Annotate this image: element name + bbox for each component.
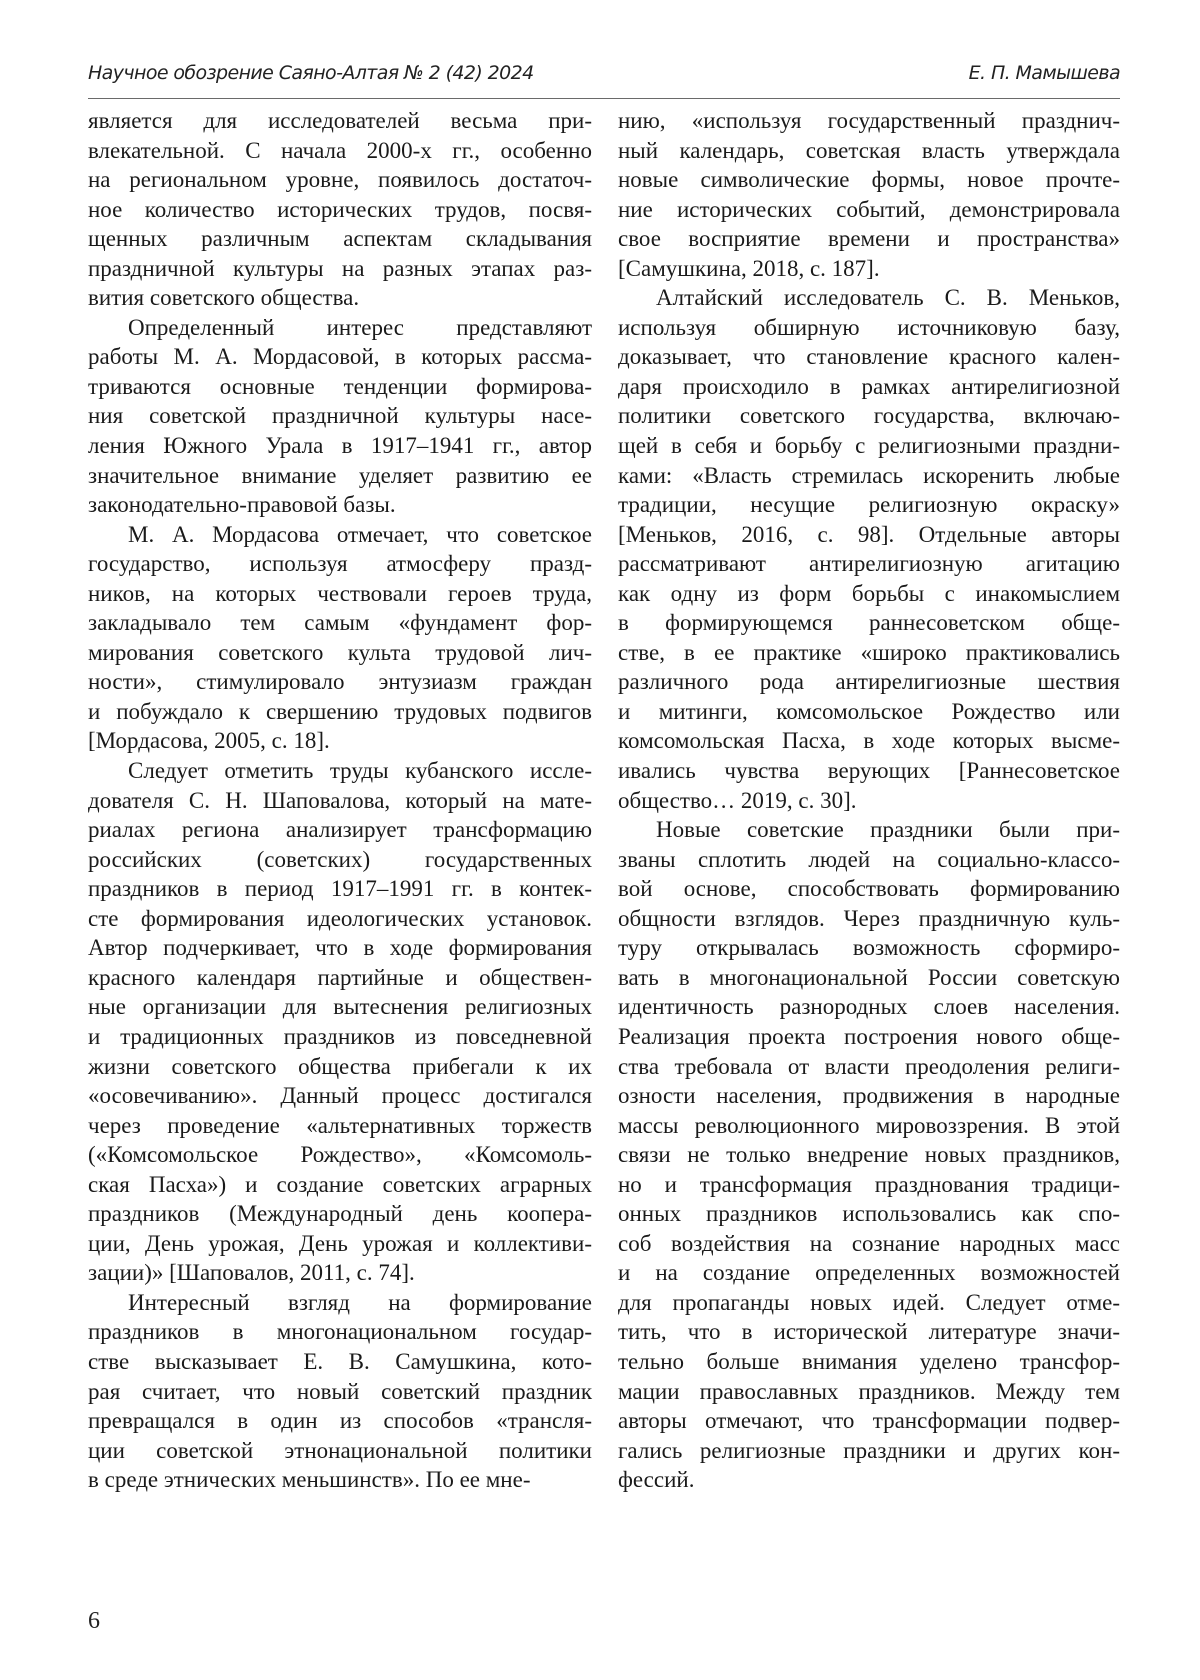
paragraph [618, 815, 1120, 1495]
text-line: вать в многонациональной России советскую [618, 964, 1120, 990]
text-line: тельно больше внимания уделено трансфор- [618, 1348, 1120, 1374]
text-line: на региональном уровне, появилось достаточ- [88, 167, 592, 193]
text-line: тить, что в исторической литературе значи- [618, 1319, 1120, 1345]
text-line: различного рода антирелигиозные шествия [618, 669, 1120, 695]
text-line: Реализация проекта построения нового обще- [618, 1023, 1120, 1049]
text-line: как одну из форм борьбы с инакомыслием [618, 580, 1120, 606]
text-line: «осовечиванию». Данный процесс достигался [88, 1083, 592, 1109]
right-text-column [618, 106, 1120, 1495]
text-line: ное количество исторических трудов, посвя- [88, 196, 592, 222]
text-line: традиции, несущие религиозную окраску» [618, 492, 1120, 518]
journal-title: Научное обозрение Саяно-Алтая № 2 (42) 2024 [88, 62, 534, 84]
text-line: идентичность разнородных слоев населения. [618, 994, 1120, 1020]
text-line: праздников в многонациональном государ- [88, 1319, 592, 1345]
text-line: и на создание определенных возможностей [618, 1260, 1120, 1286]
text-line: званы сплотить людей на социально-классо- [618, 846, 1120, 872]
text-line: Автор подчеркивает, что в ходе формирования [88, 935, 592, 961]
text-line: ния советской праздничной культуры насе- [88, 403, 592, 429]
text-line: М. А. Мордасова отмечает, что советское [128, 521, 592, 547]
text-line: массы революционного мировоззрения. В этой [618, 1112, 1120, 1138]
text-line: в формирующемся раннесоветском обще- [618, 610, 1120, 636]
text-line: рая считает, что новый советский праздник [88, 1378, 592, 1404]
text-line: жизни советского общества прибегали к их [88, 1053, 592, 1079]
text-line: [Мордасова, 2005, с. 18]. [88, 728, 330, 754]
text-line: стве высказывает Е. В. Самушкина, кото- [88, 1348, 592, 1374]
text-line: щенных различным аспектам складывания [88, 226, 592, 252]
text-line: фессий. [618, 1467, 695, 1493]
text-line: ками: «Власть стремилась искоренить любые [618, 462, 1120, 488]
text-line: соб воздействия на сознание народных масс [618, 1230, 1120, 1256]
text-line: триваются основные тенденции формирова- [88, 373, 592, 399]
text-line: используя обширную источниковую базу, [618, 314, 1120, 340]
text-line: для пропаганды новых идей. Следует отме- [618, 1289, 1120, 1315]
text-line: общности взглядов. Через праздничную куль- [618, 905, 1120, 931]
text-line: комсомольская Пасха, в ходе которых высме- [618, 728, 1120, 754]
text-line: работы М. А. Мордасовой, в которых рассма- [88, 344, 592, 370]
text-line: рассматривают антирелигиозную агитацию [618, 551, 1120, 577]
text-line: риалах региона анализирует трансформацию [88, 817, 592, 843]
text-line: авторы отмечают, что трансформации подвер- [618, 1408, 1120, 1434]
text-line: зации)» [Шаповалов, 2011, с. 74]. [88, 1260, 415, 1286]
text-line: праздников (Международный день коопера- [88, 1201, 592, 1227]
text-line: озности населения, продвижения в народные [618, 1083, 1120, 1109]
text-line: праздников в период 1917–1991 гг. в контек- [88, 876, 592, 902]
text-line: доказывает, что становление красного кален- [618, 344, 1120, 370]
text-line: связи не только внедрение новых праздников, [618, 1142, 1120, 1168]
text-line: даря происходило в рамках антирелигиозной [618, 373, 1120, 399]
page-number: 6 [88, 1608, 100, 1634]
left-text-column [88, 106, 592, 1495]
text-line: ивались чувства верующих [Раннесоветское [618, 758, 1120, 784]
text-line: но и трансформация празднования традици- [618, 1171, 1120, 1197]
text-line: российских (советских) государственных [88, 846, 592, 872]
paragraph [618, 106, 1120, 283]
text-line: вития советского общества. [88, 285, 360, 311]
text-line: ности», стимулировало энтузиазм граждан [88, 669, 592, 695]
paragraph [618, 283, 1120, 815]
text-line: Интересный взгляд на формирование [128, 1289, 592, 1315]
text-line: общество… 2019, с. 30]. [618, 787, 857, 813]
paragraph [88, 1288, 592, 1495]
text-line: красного календаря партийные и обществен- [88, 964, 592, 990]
article-author: Е. П. Мамышева [968, 62, 1120, 84]
text-line: дователя С. Н. Шаповалова, который на мате- [88, 787, 592, 813]
text-line: государство, используя атмосферу празд- [88, 551, 592, 577]
text-line: стве, в ее практике «широко практиковались [618, 639, 1120, 665]
text-line: ние исторических событий, демонстрировала [618, 196, 1120, 222]
text-line: праздничной культуры на разных этапах раз- [88, 255, 592, 281]
text-line: щей в себя и борьбу с религиозными праздни- [618, 433, 1120, 459]
text-line: вой основе, способствовать формированию [618, 876, 1120, 902]
text-line: в среде этнических меньшинств». По ее мне- [88, 1467, 531, 1493]
text-line: нию, «используя государственный празднич- [618, 108, 1120, 133]
text-line: значительное внимание уделяет развитию ее [88, 462, 592, 488]
text-line: мации православных праздников. Между тем [618, 1378, 1120, 1404]
text-line: ные организации для вытеснения религиозных [88, 994, 592, 1020]
text-line: закладывало тем самым «фундамент фор- [88, 610, 592, 636]
text-line: мирования советского культа трудовой лич- [88, 639, 592, 665]
text-line: ный календарь, советская власть утверждала [618, 137, 1120, 163]
text-line: и побуждало к свершению трудовых подвигов [88, 698, 592, 724]
text-line: Следует отметить труды кубанского иссле- [128, 758, 592, 784]
text-line: ции, День урожая, День урожая и коллективи- [88, 1230, 592, 1256]
paragraph [88, 106, 592, 313]
paragraph [88, 520, 592, 756]
running-header [88, 58, 1120, 99]
text-line: новые символические формы, новое прочте- [618, 167, 1120, 193]
text-line: и митинги, комсомольское Рождество или [618, 698, 1120, 724]
text-line: онных праздников использовались как спо- [618, 1201, 1120, 1227]
text-line: [Меньков, 2016, с. 98]. Отдельные авторы [618, 521, 1120, 547]
text-line: туру открывалась возможность сформиро- [618, 935, 1120, 961]
text-line: («Комсомольское Рождество», «Комсомоль- [88, 1142, 592, 1168]
text-line: ления Южного Урала в 1917–1941 гг., автор [88, 433, 592, 459]
text-line: Определенный интерес представляют [128, 314, 592, 340]
text-line: ства требовала от власти преодоления религи- [618, 1053, 1120, 1079]
paragraph [88, 756, 592, 1288]
text-line: ции советской этнонациональной политики [88, 1437, 592, 1463]
text-line: [Самушкина, 2018, с. 187]. [618, 255, 880, 281]
text-line: законодательно-правовой базы. [88, 492, 396, 518]
text-line: сте формирования идеологических установок. [88, 905, 592, 931]
text-line: влекательной. С начала 2000-х гг., особенно [88, 137, 592, 163]
text-line: свое восприятие времени и пространства» [618, 226, 1120, 252]
text-line: Алтайский исследователь С. В. Меньков, [656, 285, 1120, 311]
text-line: Новые советские праздники были при- [656, 817, 1120, 843]
text-line: ская Пасха») и создание советских аграрных [88, 1171, 592, 1197]
text-line: превращался в один из способов «трансля- [88, 1408, 592, 1434]
text-line: ников, на которых чествовали героев труда, [88, 580, 592, 606]
text-line: политики советского государства, включаю- [618, 403, 1120, 429]
paragraph [88, 313, 592, 520]
text-line: и традиционных праздников из повседневной [88, 1023, 592, 1049]
text-line: через проведение «альтернативных торжеств [88, 1112, 592, 1138]
text-line: гались религиозные праздники и других кон- [618, 1437, 1120, 1463]
text-line: является для исследователей весьма при- [88, 108, 592, 133]
